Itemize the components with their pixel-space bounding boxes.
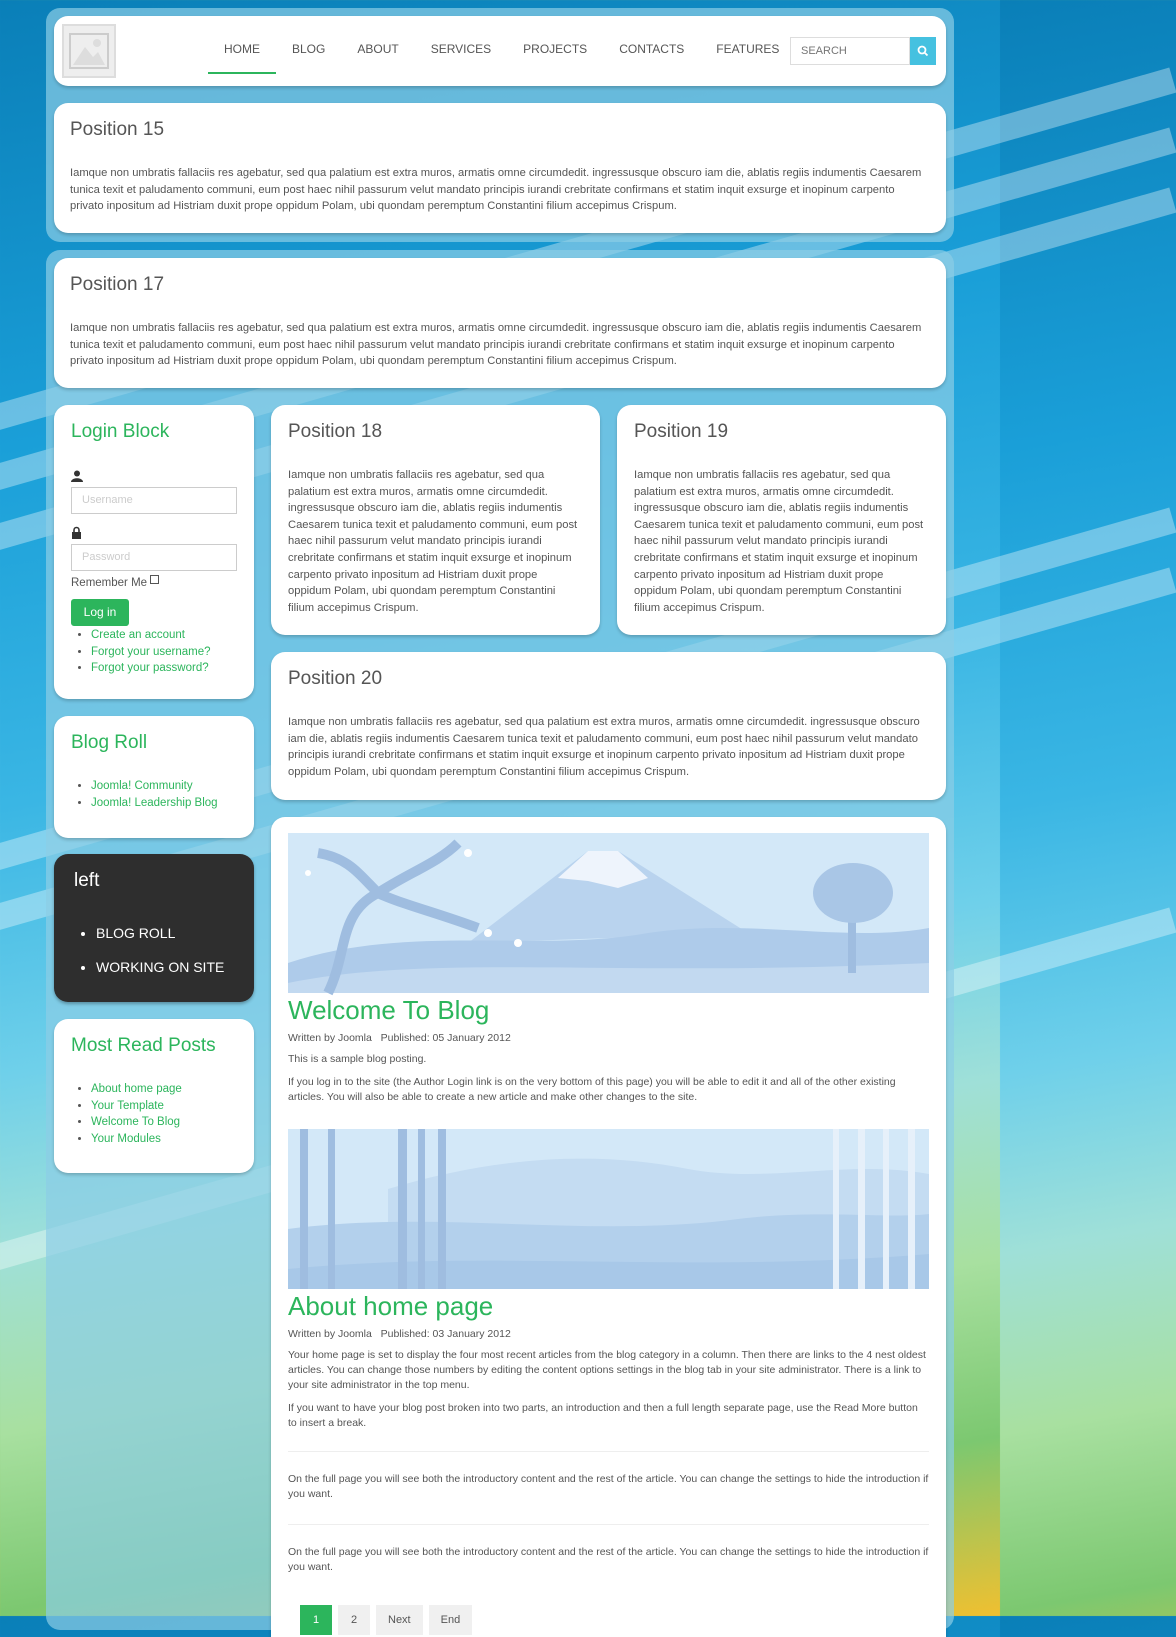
article-author: Written by Joomla [288,1328,372,1340]
remember-checkbox[interactable] [150,575,159,584]
most-read-link[interactable] [91,1131,237,1148]
position-17-module [54,258,946,388]
position-19-title: Position 19 [634,421,729,442]
site-header [54,16,946,86]
password-field[interactable]: Password [71,544,237,571]
position-20-text: Iamque non umbratis fallaciis res agebatur, sed qua palatium est extra muros, armatis omne circumdedit. ingressusque obscuro iam die, ablatis regiis indumentis Caesarem tunica texit et paludamento communi, eum post haec nihil passurum velut mandato principis iurandi crebritate confirmans et statim inquit exsurge et inopinum carpento privato inpositum ad Histriam duxit prope oppidum Polam, ubi quondam peremptum Constantini filium accepimus Crispum. [288,716,920,778]
nav-item-contacts[interactable]: CONTACTS [619,42,685,56]
left-menu-list [74,916,234,984]
login-links [71,627,237,677]
login-link-label: Forgot your password? [91,662,209,675]
login-link[interactable] [91,660,237,677]
most-read-link-label: Your Template [91,1099,164,1112]
page-link[interactable]: 2 [338,1605,370,1635]
position-15-title: Position 15 [70,119,165,140]
most-read-list [71,1081,237,1147]
article-published: Published: 03 January 2012 [380,1328,511,1340]
blog-roll-title: Blog Roll [71,732,148,753]
most-read-link[interactable] [91,1081,237,1098]
article-image-mountain [288,833,929,993]
search-input[interactable] [790,37,910,65]
nav-item-projects[interactable]: PROJECTS [523,42,588,56]
left-menu-title: left [74,870,100,891]
article-title[interactable]: Welcome To Blog [288,995,490,1025]
search-button[interactable] [910,37,936,65]
most-read-link-label: Your Modules [91,1132,161,1145]
article-author: Written by Joomla [288,1032,372,1044]
page-link[interactable]: 1 [300,1605,332,1635]
blog-roll-module [54,716,254,838]
article-title[interactable]: About home page [288,1291,494,1321]
remember-row [71,577,237,589]
position-20-module [271,652,946,800]
article-meta [288,1032,929,1044]
page-link[interactable]: Next [376,1605,423,1635]
nav-item-services[interactable]: SERVICES [430,42,492,56]
nav-item-blog[interactable]: BLOG [292,42,326,56]
position-19-text: Iamque non umbratis fallaciis res agebatur, sed qua palatium est extra muros, armatis omne circumdedit. ingressusque obscuro iam die, ablatis regiis indumentis Caesarem tunica texit et paludamento communi, eum post haec nihil passurum velut mandato principis iurandi crebritate confirmans et statim inquit exsurge et inopinum carpento privato inpositum ad Histriam duxit prope oppidum Polam, ubi quondam peremptum Constantini filium accepimus Crispum. [634,469,924,614]
position-18-title: Position 18 [288,421,383,442]
article-paragraph: On the full page you will see both the introductory content and the rest of the article. You can change the settings to hide the introduction if you want. [288,1473,929,1500]
most-read-title: Most Read Posts [71,1035,216,1056]
position-17-title: Position 17 [70,274,165,295]
article-published: Published: 05 January 2012 [380,1032,511,1044]
login-link[interactable] [91,627,237,644]
most-read-module [54,1019,254,1173]
position-15-module [54,103,946,233]
login-block [54,405,254,699]
blog-articles [271,817,946,1637]
article-paragraph: If you want to have your blog post broken into two parts, an introduction and then a full length separate page, use the Read More button to insert a break. [288,1402,918,1429]
main-nav [208,16,795,86]
most-read-link-label: About home page [91,1083,182,1095]
article-image-bamboo [288,1129,929,1289]
blog-roll-link-label: Joomla! Community [91,780,193,792]
login-link-label: Forgot your username? [91,645,211,658]
position-17-text: Iamque non umbratis fallaciis res agebatur, sed qua palatium est extra muros, armatis omne circumdedit. ingressusque obscuro iam die, ablatis regiis indumentis Caesarem tunica texit et paludamento communi, eum post haec nihil passurum velut mandato principis iurandi crebritate confirmans et statim inquit exsurge et inopinum carpento privato inpositum ad Histriam duxit prope oppidum Polam, ubi quondam peremptum Constantini filium accepimus Crispum. [70,322,922,368]
nav-item-home[interactable]: HOME [208,16,276,74]
most-read-link-label: Welcome To Blog [91,1116,181,1129]
article-meta [288,1328,929,1340]
login-button[interactable]: Log in [71,599,129,626]
search-form [790,37,936,65]
remember-label: Remember Me [71,577,148,589]
nav-item-about[interactable]: ABOUT [357,42,399,56]
login-link-label: Create an account [91,629,185,641]
most-read-link[interactable] [91,1098,237,1115]
article-paragraph: This is a sample blog posting. [288,1053,427,1065]
article-paragraph: On the full page you will see both the introductory content and the rest of the article. You can change the settings to hide the introduction if you want. [288,1546,929,1573]
article-paragraph: If you log in to the site (the Author Login link is on the very bottom of this page) you will be able to edit it and all of the other existing articles. You will also be able to create a new article and make other changes to the site. [288,1076,896,1103]
left-menu-module [54,854,254,1002]
logo-image-icon[interactable] [62,24,116,78]
most-read-link[interactable] [91,1114,237,1131]
page-link[interactable]: End [429,1605,473,1635]
left-menu-item[interactable]: • BLOG ROLL [96,916,234,950]
lock-icon [71,526,237,544]
login-link[interactable] [91,644,237,661]
user-icon [71,469,237,487]
position-15-text: Iamque non umbratis fallaciis res agebatur, sed qua palatium est extra muros, armatis omne circumdedit. ingressusque obscuro iam die, ablatis regiis indumentis Caesarem tunica texit et paludamento communi, eum post haec nihil passurum velut mandato principis iurandi crebritate confirmans et statim inquit exsurge et inopinum carpento privato inpositum ad Histriam duxit prope oppidum Polam, ubi quondam peremptum Constantini filium accepimus Crispum. [70,167,922,213]
blog-roll-link[interactable] [91,778,237,795]
position-18-text: Iamque non umbratis fallaciis res agebatur, sed qua palatium est extra muros, armatis omne circumdedit. ingressusque obscuro iam die, ablatis regiis indumentis Caesarem tunica texit et paludamento communi, eum post haec nihil passurum velut mandato principis iurandi crebritate confirmans et statim inquit exsurge et inopinum carpento privato inpositum ad Histriam duxit prope oppidum Polam, ubi quondam peremptum Constantini filium accepimus Crispum. [288,469,578,614]
login-block-title: Login Block [71,421,170,442]
blog-roll-link[interactable] [91,795,237,812]
username-field[interactable]: Username [71,487,237,514]
nav-item-features[interactable]: FEATURES [716,42,780,56]
position-19-module [617,405,946,635]
search-icon [917,45,929,57]
article-paragraph: Your home page is set to display the four most recent articles from the blog category in a column. Then there are links to the 4 nest oldest articles. You can change those numbers by editing the content options settings in the blog tab in your site administrator. There is a link to your site administrator in the top menu. [288,1349,926,1391]
position-18-module [271,405,600,635]
pagination [300,1605,929,1635]
left-menu-item[interactable]: • WORKING ON SITE [96,950,234,984]
position-20-title: Position 20 [288,668,383,689]
divider [288,1451,929,1452]
blog-roll-list [71,778,237,811]
blog-roll-link-label: Joomla! Leadership Blog [91,796,218,809]
divider [288,1524,929,1525]
